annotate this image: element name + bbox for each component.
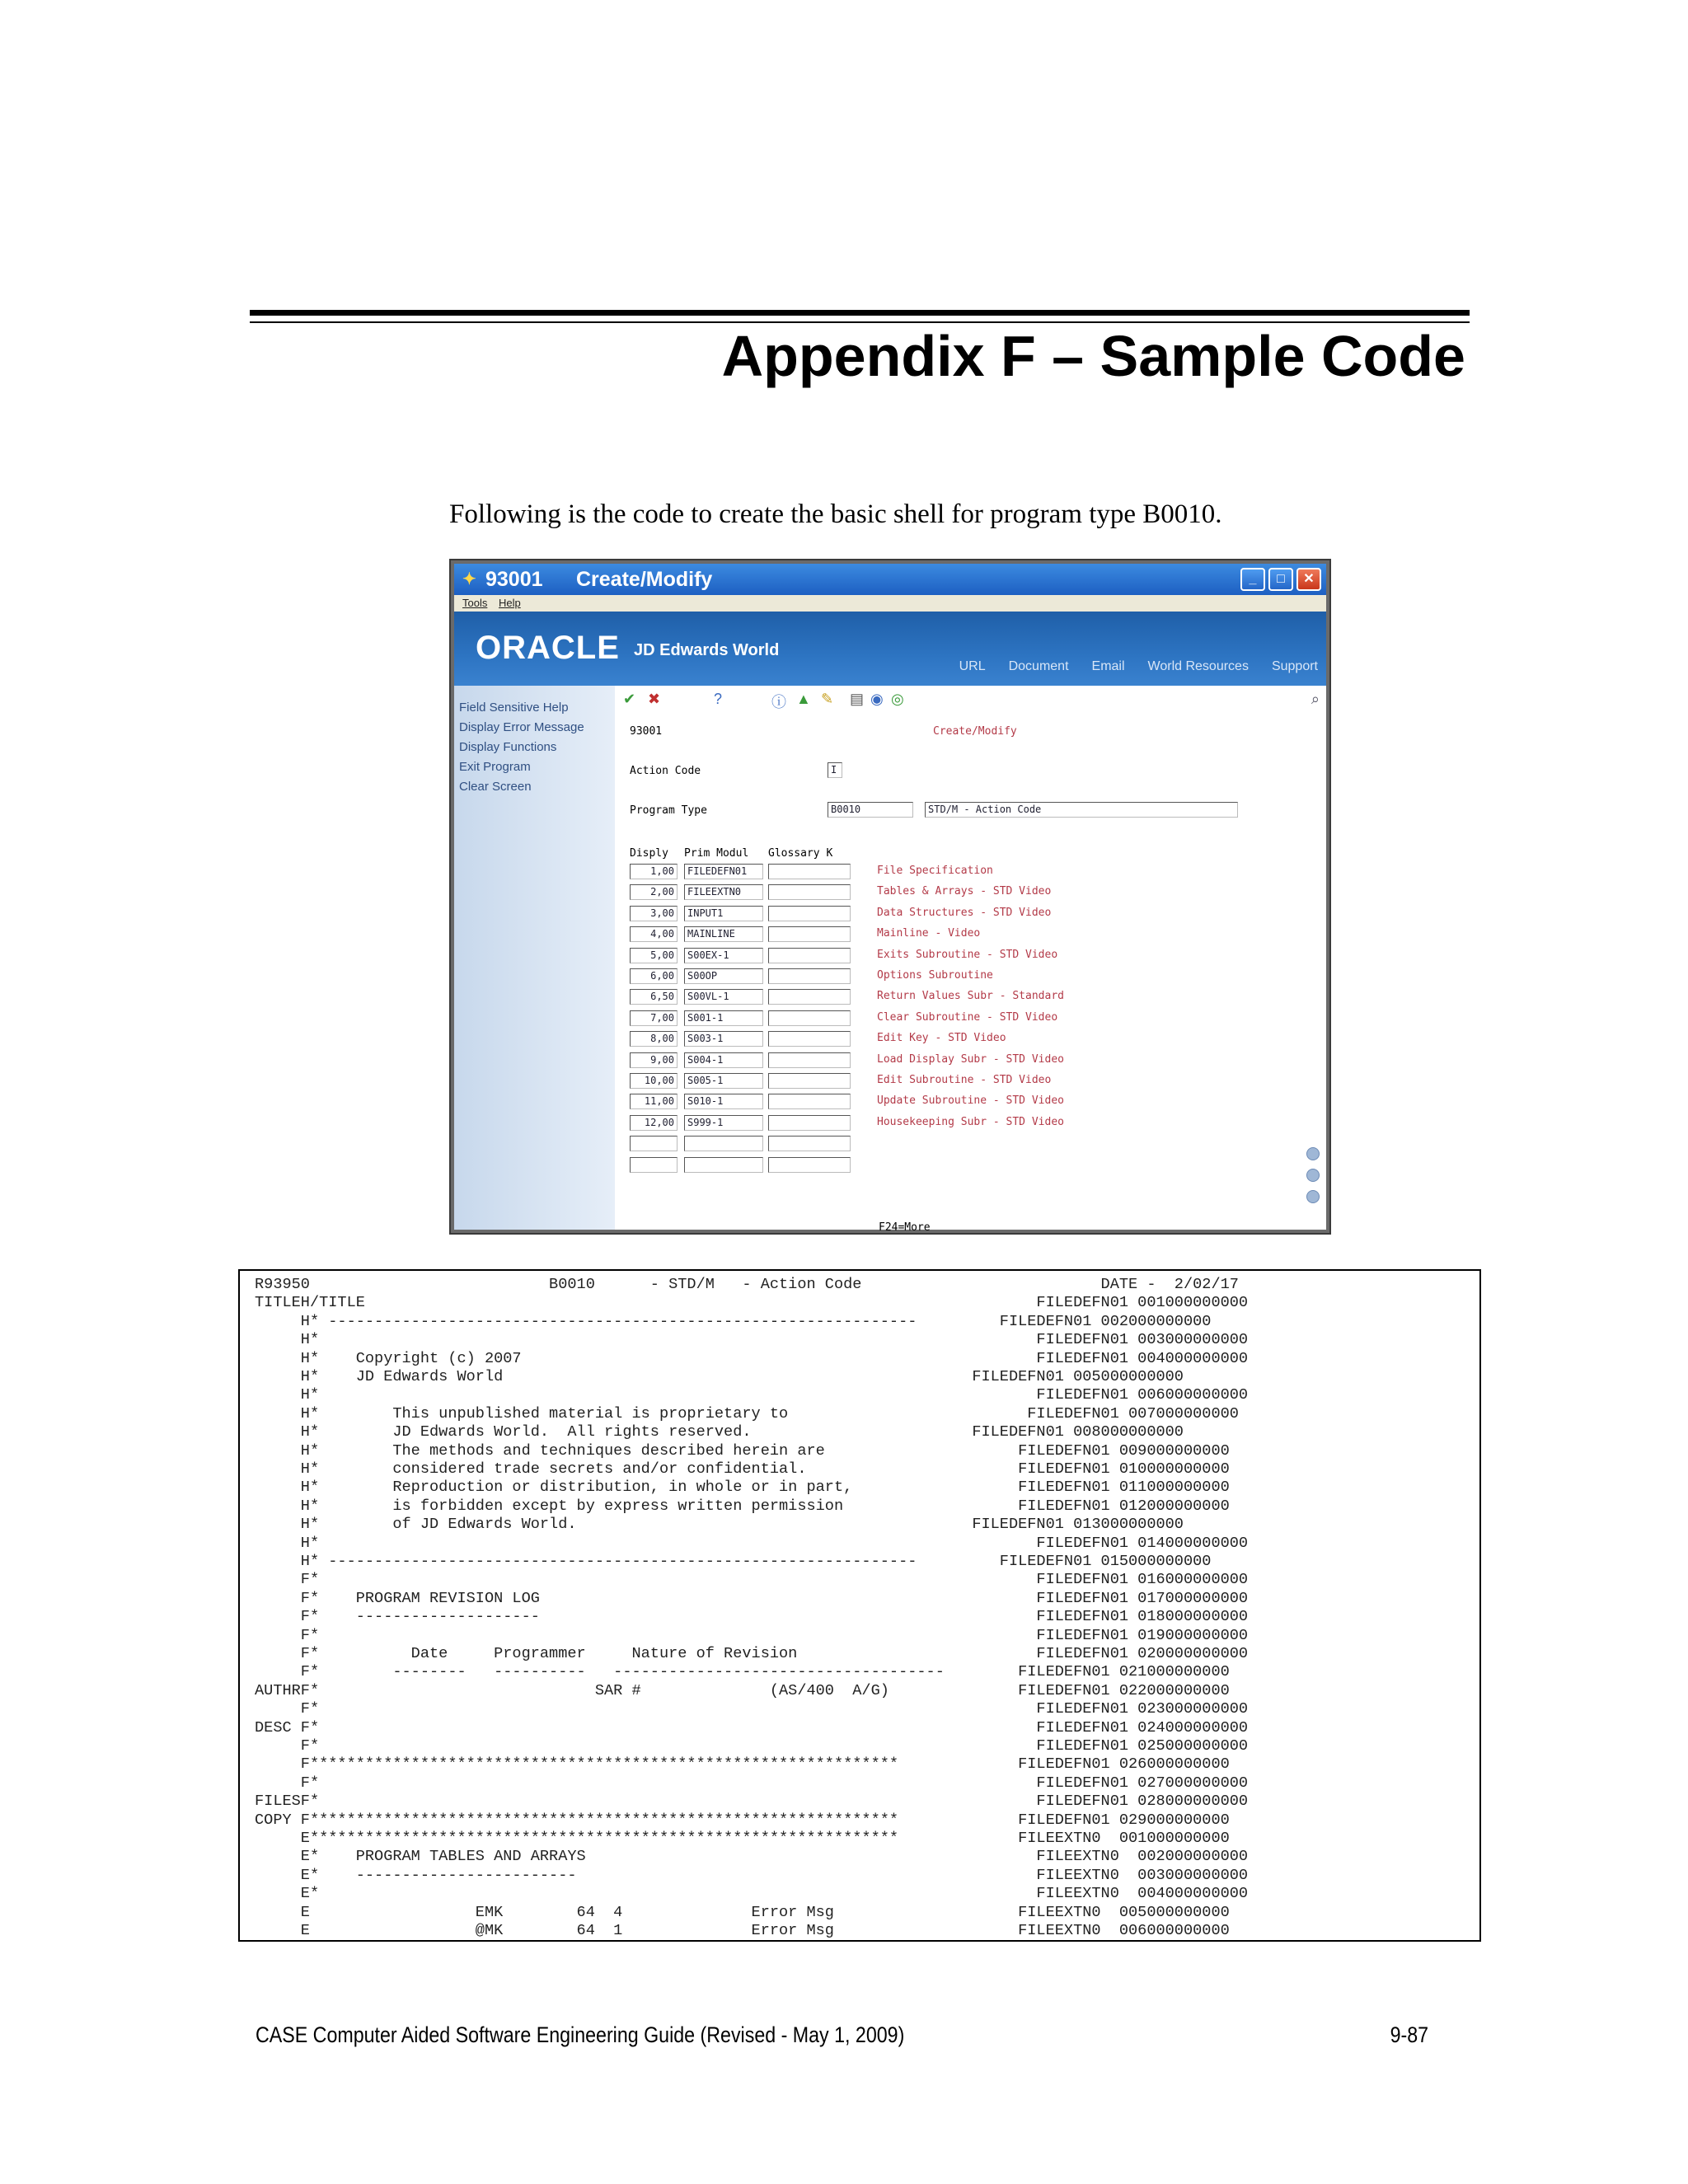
col-header-glossary: Glossary K [768, 847, 833, 860]
code-line: H* FILEDEFN01 003000000000 [255, 1331, 1249, 1349]
nav-document[interactable]: Document [1008, 659, 1069, 673]
row-description: Update Subroutine - STD Video [877, 1094, 1064, 1108]
code-line: H* FILEDEFN01 006000000000 [255, 1386, 1249, 1404]
window-number: 93001 [485, 568, 543, 591]
empty-row-field[interactable] [630, 1157, 678, 1173]
footer-guide-title: CASE Computer Aided Software Engineering Guide (Revised - May 1, 2009) [256, 2022, 905, 2047]
side-item-exit-program[interactable]: Exit Program [459, 760, 531, 774]
side-menu [454, 686, 615, 1230]
empty-row-field[interactable] [768, 1136, 851, 1151]
nav-world-resources[interactable]: World Resources [1147, 659, 1249, 673]
document-icon[interactable]: ▤ [850, 691, 865, 707]
minimize-icon[interactable]: _ [1240, 568, 1265, 591]
app-icon: ✦ [462, 570, 476, 588]
row-description: Options Subroutine [877, 969, 993, 982]
col-header-prim-modul: Prim Modul [684, 847, 749, 860]
code-line: F* FILEDEFN01 016000000000 [255, 1571, 1249, 1589]
row-module-field[interactable]: S010-1 [684, 1094, 763, 1109]
empty-row-field[interactable] [768, 1157, 851, 1173]
row-seq-field[interactable]: 4,00 [630, 926, 678, 942]
menu-help[interactable]: Help [498, 597, 521, 609]
nav-support[interactable]: Support [1271, 659, 1318, 673]
screen-title: Create/Modify [933, 725, 1017, 738]
code-line: H* JD Edwards World. All rights reserved. FILEDEFN01 008000000000 [255, 1423, 1184, 1441]
row-glossary-field[interactable] [768, 864, 851, 879]
row-module-field[interactable]: FILEDEFN01 [684, 864, 763, 879]
code-line: H* FILEDEFN01 014000000000 [255, 1534, 1249, 1552]
row-glossary-field[interactable] [768, 1094, 851, 1109]
row-description: Data Structures - STD Video [877, 906, 1052, 919]
code-line: R93950 B0010 - STD/M - Action Code DATE - 2/02/17 [255, 1276, 1239, 1293]
cancel-icon[interactable]: ✖ [648, 691, 661, 707]
jde-logo-text: JD Edwards World [634, 641, 780, 659]
row-glossary-field[interactable] [768, 968, 851, 984]
row-description: Load Display Subr - STD Video [877, 1052, 1064, 1066]
code-line: E @MK 64 1 Error Msg FILEEXTN0 006000000000 [255, 1922, 1230, 1939]
row-glossary-field[interactable] [768, 1010, 851, 1026]
code-line: F**************************************************************** FILEDEFN01 026000000000 [255, 1755, 1230, 1774]
row-description: Mainline - Video [877, 927, 981, 940]
window-title: Create/Modify [576, 568, 713, 591]
row-description: File Specification [877, 865, 993, 877]
scroll-down-icon[interactable] [1306, 1169, 1320, 1182]
row-seq-field[interactable]: 6,50 [630, 989, 678, 1005]
code-line: F* -------------------- FILEDEFN01 018000000000 [255, 1608, 1249, 1626]
print-icon[interactable]: ◉ [870, 691, 884, 707]
footer-page-number: 9-87 [1390, 2022, 1428, 2047]
program-type-input[interactable]: B0010 [828, 802, 913, 818]
row-glossary-field[interactable] [768, 884, 851, 900]
check-icon[interactable]: ✔ [623, 691, 636, 707]
row-description: Tables & Arrays - STD Video [877, 885, 1052, 898]
row-module-field[interactable]: FILEEXTN0 [684, 884, 763, 900]
screen-content [454, 686, 1326, 1234]
code-line: H* of JD Edwards World. FILEDEFN01 013000000000 [255, 1516, 1184, 1534]
row-seq-field[interactable]: 12,00 [630, 1115, 678, 1131]
code-line: F* FILEDEFN01 027000000000 [255, 1774, 1249, 1792]
nav-url[interactable]: URL [959, 659, 986, 673]
code-line: F* Date Programmer Nature of Revision FILEDEFN01 020000000000 [255, 1645, 1249, 1662]
col-header-disply: Disply [630, 847, 668, 860]
row-seq-field[interactable]: 5,00 [630, 948, 678, 963]
code-line: E**************************************************************** FILEEXTN0 001000000000 [255, 1830, 1230, 1847]
row-description: Clear Subroutine - STD Video [877, 1010, 1058, 1024]
code-line: H* JD Edwards World FILEDEFN01 005000000000 [255, 1368, 1184, 1385]
row-seq-field[interactable]: 9,00 [630, 1052, 678, 1068]
code-line: AUTHRF* SAR # (AS/400 A/G) FILEDEFN01 022000000000 [255, 1681, 1230, 1699]
empty-row-field[interactable] [630, 1136, 678, 1151]
row-description: Edit Subroutine - STD Video [877, 1074, 1052, 1086]
code-line: H* is forbidden except by express written permission FILEDEFN01 012000000000 [255, 1497, 1230, 1515]
code-line: TITLEH/TITLE FILEDEFN01 001000000000 [255, 1294, 1249, 1312]
edit-icon[interactable]: ✎ [821, 691, 834, 707]
scroll-up-icon[interactable] [1306, 1147, 1320, 1160]
close-icon[interactable]: ✕ [1296, 568, 1321, 591]
code-line: H* ---------------------------------------------------------------- FILEDEFN01 015000000000 [255, 1553, 1212, 1570]
code-line: H* ---------------------------------------------------------------- FILEDEFN01 002000000000 [255, 1312, 1212, 1330]
action-code-input[interactable]: I [828, 762, 842, 778]
menu-bar [454, 595, 1326, 612]
banner-nav [959, 659, 1318, 674]
help-icon[interactable]: ? [714, 691, 723, 707]
maximize-icon[interactable]: □ [1268, 568, 1293, 591]
row-description: Exits Subroutine - STD Video [877, 948, 1058, 961]
row-module-field[interactable]: MAINLINE [684, 926, 763, 942]
code-line: H* The methods and techniques described herein are FILEDEFN01 009000000000 [255, 1441, 1230, 1460]
row-module-field[interactable]: INPUT1 [684, 906, 763, 921]
code-line: F* -------- ---------- ------------------------------------ FILEDEFN01 021000000000 [255, 1663, 1230, 1681]
nav-email[interactable]: Email [1091, 659, 1125, 673]
row-module-field[interactable]: S005-1 [684, 1073, 763, 1089]
row-description: Housekeeping Subr - STD Video [877, 1115, 1064, 1128]
row-seq-field[interactable]: 11,00 [630, 1094, 678, 1109]
code-line: F* PROGRAM REVISION LOG FILEDEFN01 017000000000 [255, 1589, 1249, 1607]
screen-id: 93001 [630, 725, 663, 738]
green-screen-form [615, 715, 1301, 1234]
row-module-field[interactable]: S001-1 [684, 1010, 763, 1026]
row-seq-field[interactable]: 10,00 [630, 1073, 678, 1089]
menu-tools[interactable]: Tools [462, 597, 488, 609]
code-line: H* Reproduction or distribution, in whole or in part, FILEDEFN01 011000000000 [255, 1479, 1230, 1497]
code-line: COPY F**************************************************************** FILEDEFN01 029000000000 [255, 1811, 1230, 1829]
row-module-field[interactable]: S00OP [684, 968, 763, 984]
row-description: Edit Key - STD Video [877, 1032, 1006, 1045]
intro-paragraph: Following is the code to create the basic shell for program type B0010. [449, 499, 1222, 529]
code-line: E* ------------------------ FILEEXTN0 003000000000 [255, 1866, 1249, 1884]
row-seq-field[interactable]: 7,00 [630, 1010, 678, 1026]
code-line: FILESF* FILEDEFN01 028000000000 [255, 1793, 1249, 1811]
action-code-label: Action Code [630, 765, 701, 777]
code-listing [238, 1269, 1481, 1942]
code-line: H* considered trade secrets and/or confidential. FILEDEFN01 010000000000 [255, 1460, 1230, 1478]
program-type-label: Program Type [630, 804, 707, 817]
row-glossary-field[interactable] [768, 1073, 851, 1089]
oracle-banner [454, 612, 1326, 686]
row-module-field[interactable]: S00VL-1 [684, 989, 763, 1005]
side-item-display-functions[interactable]: Display Functions [459, 740, 557, 754]
jde-screenshot [449, 559, 1331, 1235]
empty-row-field[interactable] [684, 1136, 763, 1151]
side-item-error-message[interactable]: Display Error Message [459, 720, 584, 734]
oracle-logo: ORACLE [476, 630, 620, 666]
row-seq-field[interactable]: 1,00 [630, 864, 678, 879]
zoom-icon[interactable] [1306, 1190, 1320, 1203]
code-line: E* FILEEXTN0 004000000000 [255, 1885, 1249, 1903]
code-line: DESC F* FILEDEFN01 024000000000 [255, 1718, 1249, 1736]
row-seq-field[interactable]: 6,00 [630, 968, 678, 984]
code-line: H* Copyright (c) 2007 FILEDEFN01 004000000000 [255, 1349, 1249, 1367]
search-icon[interactable]: ⌕ [1311, 691, 1320, 707]
row-module-field[interactable]: S00EX-1 [684, 948, 763, 963]
code-line: E EMK 64 4 Error Msg FILEEXTN0 005000000000 [255, 1903, 1230, 1921]
row-seq-field[interactable]: 3,00 [630, 906, 678, 921]
page-title: Appendix F – Sample Code [721, 324, 1465, 388]
row-module-field[interactable]: S004-1 [684, 1052, 763, 1068]
code-line: F* FILEDEFN01 025000000000 [255, 1737, 1249, 1755]
row-glossary-field[interactable] [768, 1115, 851, 1131]
row-glossary-field[interactable] [768, 989, 851, 1005]
empty-row-field[interactable] [684, 1157, 763, 1173]
row-glossary-field[interactable] [768, 1031, 851, 1047]
row-description: Return Values Subr - Standard [877, 990, 1064, 1003]
code-line: E* PROGRAM TABLES AND ARRAYS FILEEXTN0 002000000000 [255, 1848, 1249, 1866]
row-glossary-field[interactable] [768, 906, 851, 921]
up-arrow-icon[interactable]: ▲ [796, 691, 811, 707]
row-module-field[interactable]: S003-1 [684, 1031, 763, 1047]
program-type-description: STD/M - Action Code [925, 802, 1238, 818]
row-glossary-field[interactable] [768, 1052, 851, 1068]
info-icon[interactable]: ⓘ [771, 694, 786, 710]
settings-icon[interactable]: ◎ [891, 691, 904, 707]
window-controls [1240, 568, 1321, 591]
scroll-controls [1306, 1147, 1320, 1212]
row-seq-field[interactable]: 2,00 [630, 884, 678, 900]
row-seq-field[interactable]: 8,00 [630, 1031, 678, 1047]
function-key-hint: F24=More [879, 1221, 931, 1234]
side-item-clear-screen[interactable]: Clear Screen [459, 780, 532, 794]
row-module-field[interactable]: S999-1 [684, 1115, 763, 1131]
code-line: F* FILEDEFN01 019000000000 [255, 1626, 1249, 1644]
code-line: H* This unpublished material is proprietary to FILEDEFN01 007000000000 [255, 1404, 1239, 1422]
side-item-field-help[interactable]: Field Sensitive Help [459, 701, 569, 715]
row-glossary-field[interactable] [768, 948, 851, 963]
window-title-bar [454, 564, 1326, 595]
top-rule-thick [250, 310, 1470, 316]
row-glossary-field[interactable] [768, 926, 851, 942]
code-line: F* FILEDEFN01 023000000000 [255, 1700, 1249, 1718]
